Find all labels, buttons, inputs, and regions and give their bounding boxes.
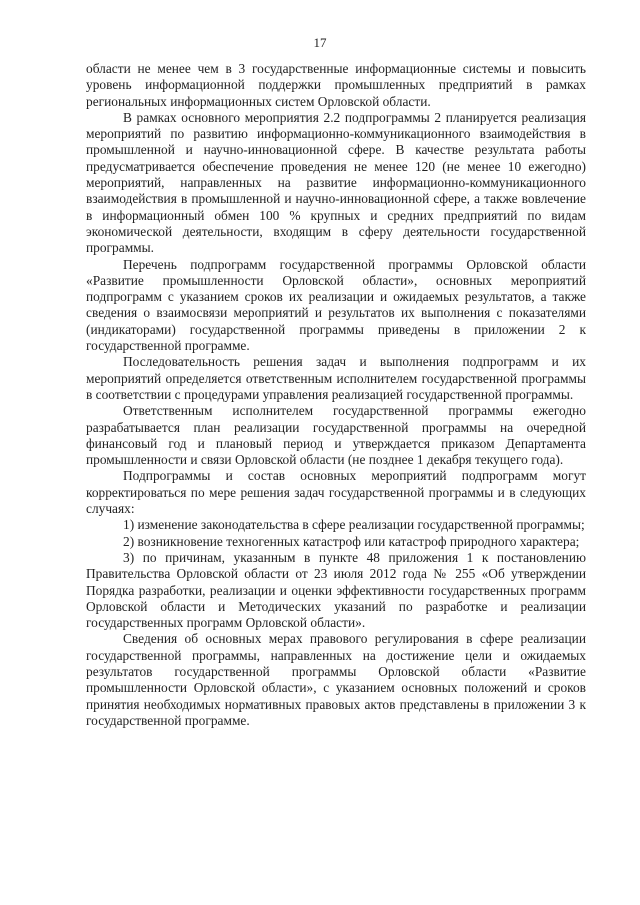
paragraph-adjustments: Подпрограммы и состав основных мероприятий подпрограмм могут корректироваться по мере решения задач государственной программы и в следующих случаях: xyxy=(86,468,586,517)
paragraph-subprogram-list: Перечень подпрограмм государственной программы Орловской области «Развитие промышленности Орловской области», основных мероприятий подпрограмм с указанием сроков их реализации и ожидаемых результатов, а также сведения о взаимосвязи мероприятий и результатов их выполнения с показателями (индикаторами) государственной программы приведены в приложении 2 к государственной программе. xyxy=(86,256,586,354)
paragraph-measure-2-2: В рамках основного мероприятия 2.2 подпрограммы 2 планируется реализация мероприятий по развитию информационно-коммуникационного взаимодействия в промышленной и научно-инновационной сфере. В качестве результата работы предусматривается обеспечение проведения не менее 120 (не менее 10 ежегодно) мероприятий, направленных на развитие информационно-коммуникационного взаимодействия в промышленной и научно-инновационной сфере, а также вовлечение в информационный обмен 100 % крупных и средних предприятий по видам экономической деятельности, входящим в сферу деятельности государственной программы. xyxy=(86,109,586,256)
paragraph-sequence: Последовательность решения задач и выполнения подпрограмм и их мероприятий определяется ответственным исполнителем государственной программы в соответствии с процедурами управления реализацией государственной программы. xyxy=(86,354,586,402)
document-body xyxy=(86,61,586,729)
list-item-1: 1) изменение законодательства в сфере реализации государственной программы; xyxy=(123,517,585,533)
paragraph-implementation-plan: Ответственным исполнителем государственной программы ежегодно разрабатывается план реализации государственной программы на очередной финансовый год и плановый период и утверждается приказом Департамента промышленности и связи Орловской области (не позднее 1 декабря текущего года). xyxy=(86,403,586,468)
page-number: 17 xyxy=(313,35,327,50)
paragraph-continuation: области не менее чем в 3 государственные информационные системы и повысить уровень информационной поддержки промышленных предприятий в рамках региональных информационных систем Орловской области. xyxy=(86,61,586,109)
list-item-2: 2) возникновение техногенных катастроф или катастроф природного характера; xyxy=(123,533,580,549)
list-item-3: 3) по причинам, указанным в пункте 48 приложения 1 к постановлению Правительства Орловской области от 23 июля 2012 года № 255 «Об утверждении Порядка разработки, реализации и оценки эффективности государственных программ Орловской области и Методических указаний по разработке и реализации государственных программ Орловской области». xyxy=(86,549,586,631)
paragraph-legal-regulation: Сведения об основных мерах правового регулирования в сфере реализации государственной программы, направленных на достижение цели и ожидаемых результатов государственной программы Орловской области «Развитие промышленности Орловской области», с указанием основных положений и сроков принятия необходимых нормативных правовых актов представлены в приложении 3 к государственной программе. xyxy=(86,631,586,728)
